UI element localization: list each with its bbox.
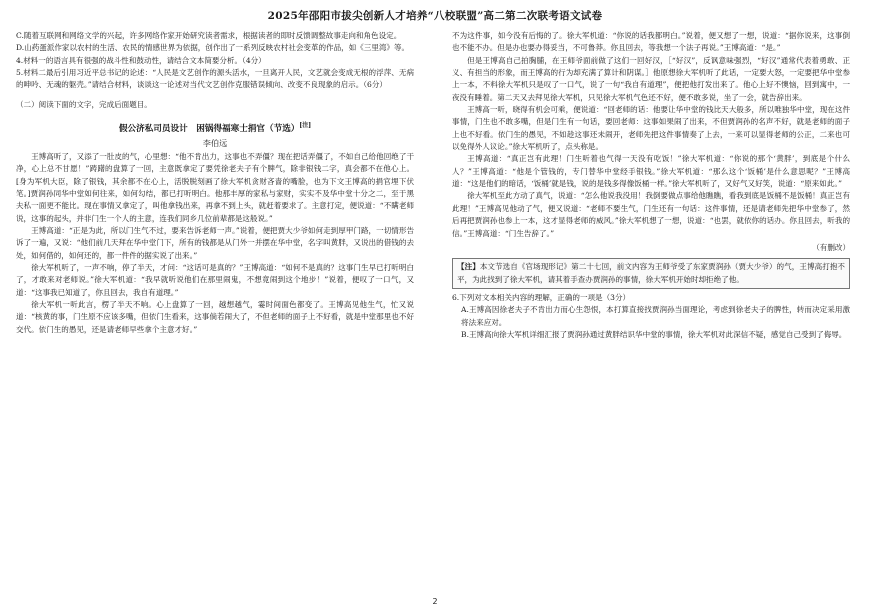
option-a: A.王博高因徐老夫子不肯出力而心生怨恨，本打算直接找贾润孙当面理论，考虑到徐老夫子的脾性，转而决定采用激将法来应对。 — [461, 305, 850, 327]
right-column — [452, 30, 850, 595]
option-c-text: C.随着互联网和网络文学的兴起，许多网络作家开始研究读者需求，根据读者的即时反馈调整故事走向和角色设定。 — [16, 31, 402, 40]
annotation-body: 本文节选自《官场现形记》第二十七回，前文内容为王师爷受了东家贾润孙（贾大少爷）的气，王博高打抱不平，为此找到了徐大军机，请其着手查办贾润孙的事情，徐大军机开始时却拒绝了他。 — [457, 262, 845, 284]
source-note: （有删改） — [812, 242, 850, 252]
page-number: 2 — [432, 597, 438, 606]
footnote-mark: [注] — [299, 122, 312, 130]
story-title-text: 假公济私司员设计 困锅得福寒士捐官（节选） — [118, 123, 300, 134]
question-4: 4.材料一的语言具有很强的战斗性和鼓动性，请结合文本简要分析。（4分） — [16, 55, 266, 65]
author-name: 李伯远 — [202, 137, 228, 148]
annotation-box — [452, 258, 850, 289]
page-header: 2025年邵阳市拔尖创新人才培养“八校联盟”高二第二次联考语文试卷 — [267, 10, 603, 22]
section-intro: （二）阅读下面的文字，完成后面题目。 — [16, 99, 152, 109]
story-paragraph-1: 王博高听了，又添了一肚皮的气，心里想：“他不肯出力，这事也不弄僵？现在把话弄僵了，不如自己给他回绝了干净，心上总不甘愿！”踌躇的盘算了一回，主意既拿定了要凭徐老夫子有个脾气，除非银钱二字，真会都不在他心上。[身为军机大臣，除了银钱，其余都不在心上，活脱脱刻画了徐大军机贪财吝啬的嘴脸，也为下文王博高的捐官埋下伏笔。]贾润孙同华中堂如何往来，如何勾结，都已打听明白。他那丰厚的家私与家财，实实不及华中堂十分之二，至于黑夫私一面更不能比。现在事情又拿定了，叫他拿钱出来，再拿不到上头，就赶着要求了。主意打定，便说道：“不瞒老师说，这事的起头，并非门生一个人的主意，连我们同乡几位前辈都是这般说。” — [16, 151, 414, 223]
story-paragraph-4: 徐大军机一听此言，楞了半天不响。心上盘算了一回，越想越气，霎时间面色都变了。王博高见他生气，忙又说道：“核黄的事，门生原不应该多嘴，但依门生看来，这事倘若闹大了，不但老师的面子上不好看，就是中堂那里也不好交代。依门生的愚见，还是请老师早些拿个主意才好。” — [16, 300, 414, 334]
left-column — [16, 30, 414, 595]
story-paragraph-8: 王博高道：“真正岂有此理！门生听着也气得一天没有吃饭！”徐大军机道：“你说的那个‘黄胖’，到底是个什么人？”王博高道：“他是个管钱的，专门替华中堂经手银钱。”徐大军机道：“那么这个‘饭桶’是什么意思呢？”王博高道：“这是他们的暗话，‘饭桶’就是钱，说的是钱多得像饭桶一样。”徐大军机听了，又好气又好笑，说道：“原来如此。” — [452, 154, 850, 189]
question-6: 6.下列对文本相关内容的理解，正确的一项是（3分） — [452, 292, 631, 302]
story-paragraph-5: 不为这件事，如今没有后悔的了。徐大军机道：“你说的话我都明白。”说着，便又想了一想，说道：“据你说来，这事倒也不能不办。但是办也要办得妥当，不可鲁莽。你且回去，等我想一个法子再说。”王博高道：“是。” — [452, 31, 850, 53]
story-paragraph-7: 王博高一听，晓得有机会可乘，便说道：“回老师的话：他要让华中堂的钱比天大般多，所以唯独华中堂，现在这件事情，门生也不敢多嘴，但是门生有一句话，要回老师：这事如果闹了出来，不但贾润孙的名声不好，就是老师的面子上也不好看。依门生的愚见，不如趁这事还未闹开，老师先把这件事情奏了上去，一来可以显得老师的公正，二来也可以免得外人议论。”徐大军机听了，点头称是。 — [452, 105, 850, 152]
question-5: 5.材料二最后引用习近平总书记的论述：“人民是文艺创作的源头活水，一旦离开人民，文艺就会变成无根的浮萍、无病的呻吟、无魂的躯壳。”请结合材料，谈谈这一论述对当代文艺创作克服错误倾向、改变不良现象的启示。（6分） — [16, 68, 414, 90]
story-paragraph-9: 徐大军机至此方动了真气，说道：“怎么他说我没用！我倒要做点事给他瞧瞧，看我到底是饭桶不是饭桶！真正岂有此理！”王博高见他动了气，便又说道：“老师不要生气，门生还有一句话：这件事情，还是请老师先把华中堂参了，然后再把贾润孙也参上一本，这才显得老师的威风。”徐大军机想了一想，说道：“也罢，就依你的话办。你且回去，听我的信。”王博高道：“门生告辞了。” — [452, 191, 850, 238]
option-d-text: D.山药蛋派作家以农村的生活、农民的情感世界为依据，创作出了一系列反映农村社会变革的作品，如《三里湾》等。 — [16, 43, 410, 53]
story-paragraph-6: 但是王博高自己拍胸脯，在王师爷面前做了这们一回好汉，［“好汉”，反讽意味强烈，“好汉”通常代表着勇敢、正义、有担当的形象，而王博高的行为却充满了算计和阴谋。］他原想徐大军机听了此话，一定要大怒，一定要把华中堂参上一本，不料徐大军机只是叹了一口气，说了一句“我自有道理”，便把他打发出来了。他心上好不懊恼，回到寓中，一夜没有睡着。第二天又去拜见徐大军机，只见徐大军机气色还不好，便不敢多说，坐了一会，就告辞出来。 — [452, 55, 850, 102]
story-paragraph-2: 王博高道：“正是为此，所以门生气不过，要来告诉老师一声。”说着，便把贾大少爷如何走到厚甲门路，一切情形告诉了一遍，又说：“他们前几天拜在华中堂门下，所有的钱都是从门外一并摆在华中堂，名字叫黄胖，又说出的借钱的去处，如何借的，如何还的，都一件件的据实说了出来。” — [16, 225, 414, 260]
option-b: B.王博高向徐大军机详细汇报了贾润孙通过黄胖结识华中堂的事情，徐大军机对此深信不疑，感觉自己受到了侮辱。 — [461, 329, 847, 339]
story-title — [16, 119, 414, 136]
annotation-text — [457, 261, 845, 286]
story-paragraph-3: 徐大军机听了，一声不响，停了半天，才问：“这话可是真的？”王博高道：“如何不是真的？这事门生早已打听明白了，才敢来对老师说。”徐大军机道：“我早就听说他们在那里闹鬼，不想竟闹到这个地步！”说着，便叹了一口气，又道：“这事我已知道了，你且回去，我自有道理。” — [16, 263, 414, 297]
annotation-label: 【注】 — [457, 262, 480, 272]
